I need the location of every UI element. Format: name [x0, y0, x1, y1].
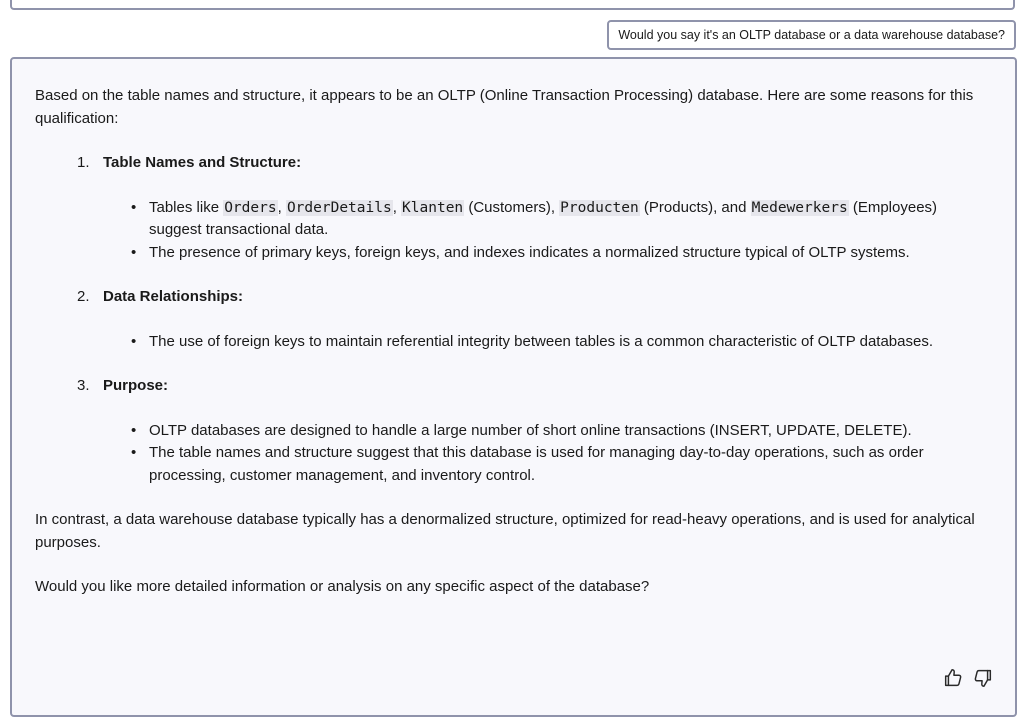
code-medewerkers: Medewerkers: [751, 199, 848, 216]
bullet-list: [35, 197, 995, 265]
bullet-text: Tables like: [149, 198, 224, 216]
bullet-list: [35, 331, 995, 354]
section-2: [35, 286, 995, 353]
bullet-dot: •: [131, 444, 137, 461]
user-message-bubble: [607, 20, 1016, 50]
section-title: Table Names and Structure:: [103, 154, 302, 171]
section-heading: [35, 286, 995, 309]
list-item: [35, 442, 995, 487]
bullet-dot: •: [131, 421, 137, 439]
bullet-text: (Products), and: [639, 198, 751, 216]
list-item: [35, 242, 995, 265]
list-item: [35, 197, 995, 242]
code-orders: Orders: [224, 199, 277, 216]
section-1: [35, 152, 995, 264]
bullet-text: (Customers),: [464, 198, 560, 216]
code-producten: Producten: [560, 199, 639, 216]
code-klanten: Klanten: [402, 199, 464, 216]
list-item: [35, 331, 995, 354]
contrast-paragraph: In contrast, a data warehouse database typically has a denormalized structure, optimized for read-heavy operations, and is used for analytical purposes.: [35, 511, 975, 551]
assistant-message-bubble: [10, 57, 1017, 717]
section-heading: [35, 375, 995, 398]
bullet-dot: •: [131, 332, 137, 350]
bullet-dot: •: [131, 243, 137, 261]
previous-message-bubble: [10, 0, 1015, 10]
user-message-text: Would you say it's an OLTP database or a data warehouse database?: [618, 28, 1005, 42]
thumbs-up-icon[interactable]: [942, 667, 964, 689]
intro-paragraph: Based on the table names and structure, it appears to be an OLTP (Online Transaction Processing) database. Here are some reasons for this qualification:: [35, 87, 974, 127]
section-number: 1.: [77, 154, 90, 171]
bullet-dot: •: [131, 198, 137, 216]
section-number: 3.: [77, 377, 90, 394]
bullet-text: The presence of primary keys, foreign keys, and indexes indicates a normalized structure typical of OLTP systems.: [149, 243, 910, 261]
bullet-text: OLTP databases are designed to handle a large number of short online transactions (INSERT, UPDATE, DELETE).: [149, 421, 912, 439]
section-number: 2.: [77, 288, 90, 305]
section-title: Purpose:: [103, 377, 169, 394]
feedback-controls: [942, 667, 994, 689]
section-3: [35, 375, 995, 487]
section-heading: [35, 152, 995, 175]
bullet-text: The use of foreign keys to maintain referential integrity between tables is a common characteristic of OLTP databases.: [149, 332, 934, 350]
bullet-text: The table names and structure suggest that this database is used for managing day-to-day operations, such as order processing, customer management, and inventory control.: [149, 444, 924, 484]
bullet-text: ,: [392, 198, 402, 216]
list-item: [35, 420, 995, 443]
bullet-text: (Employees) suggest transactional data.: [149, 198, 938, 238]
thumbs-down-icon[interactable]: [972, 667, 994, 689]
assistant-message-content: [35, 85, 995, 599]
bullet-list: [35, 420, 995, 488]
section-title: Data Relationships:: [103, 288, 244, 305]
closing-question: Would you like more detailed information or analysis on any specific aspect of the database?: [35, 578, 650, 595]
bullet-text: ,: [277, 198, 286, 216]
code-orderdetails: OrderDetails: [286, 199, 392, 216]
